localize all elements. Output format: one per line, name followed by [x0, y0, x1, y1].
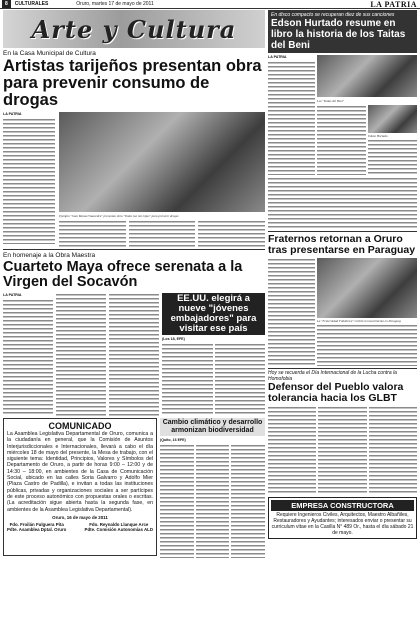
- main-kicker: En la Casa Municipal de Cultura: [3, 50, 96, 57]
- article-text: [318, 406, 366, 494]
- article-text: [369, 406, 417, 494]
- comunicado-date: Oruro, 16 de mayo de 2011: [52, 514, 108, 520]
- signature-left-role: Pdte. Asamblea Dptal. Oruro: [7, 526, 67, 532]
- article-text: [160, 444, 194, 558]
- signature-right-name: Fdo. Reynaldo Llanque Arce: [89, 521, 149, 527]
- main-photo-caption: Ejemplo "Juan Manuel Saavedra" presentan obra "Todos tan mis hijas" para prevenir drogas: [59, 214, 179, 218]
- fraternos-photo: [317, 258, 417, 318]
- dateline: Oruro, martes 17 de mayo de 2011: [76, 1, 154, 7]
- article-text: [198, 220, 265, 247]
- article-text: [109, 293, 159, 416]
- ad-title: EMPRESA CONSTRUCTORA: [271, 500, 414, 511]
- right-headline: Edson Hurtado resume en libro la historia de los Taitas del Beni: [271, 18, 406, 51]
- comunicado-body: La Asamblea Legislativa Departamental de Oruro, comunica a la ciudadanía en general, que la Comisión de Asuntos Interjurisdiccionales e Internacionales, llevará a cabo el día miércoles 18 de mayo del presente, la Mesa de trabajo, con el siguiente tema: Identidad, Principios, Valores y Símbolos del Departamento de Oruro, a partir de horas 9:00 – 12:00 y de 14:30 – 18:00, en ambientes de la Casa de Comunicación Social, ubicado en las calles Soria Galvarro y Adolfo Mier (Plaza Castro de Padilla), e invitan a todas las instituciones públicas, privadas y organizaciones sociales a ser partícipes de este proceso autonómico con propuestas orales o escritas. (La acreditación sigue abierta hasta la segunda fase, en ambientes de la Asamblea Legislativa Departamental).: [7, 431, 153, 513]
- main-article: [3, 112, 265, 247]
- article-text: [129, 220, 196, 247]
- article-text: [268, 406, 316, 494]
- main-headline: Artistas tarijeños presentan obra para prevenir consumo de drogas: [3, 57, 262, 109]
- author-photo: [368, 105, 417, 133]
- article-text: [196, 444, 230, 558]
- cambio-headline: Cambio climático y desarrollo armonizan biodiversidad: [160, 418, 265, 436]
- article-text: [317, 105, 366, 175]
- comunicado-title: COMUNICADO: [48, 421, 112, 431]
- section-banner: [3, 10, 265, 48]
- fraternos-headline: Fraternos retornan a Oruro tras presentarse en Paraguay: [268, 233, 416, 256]
- byline: LA PATRIA: [268, 55, 287, 59]
- article-text: [231, 444, 265, 558]
- article-text: [268, 258, 315, 366]
- right-kicker: En disco compacto se recuperan diez de sus canciones: [271, 12, 395, 18]
- article-text: [162, 343, 213, 416]
- article-text: [268, 177, 417, 229]
- eeuu-headline: EE.UU. elegirá a nueve "jóvenes embajadores" para visitar ese país: [162, 293, 265, 335]
- banner-title: Arte y Cultura: [31, 14, 237, 44]
- comunicado-box: [3, 418, 157, 556]
- signature-left-name: Fdo. Froilán Fulguera Pita: [9, 521, 64, 527]
- fraternos-caption: La "Fraternidad Folklórica" recibió reconocimiento en Paraguay: [317, 319, 402, 323]
- cuarteto-kicker: En homenaje a la Obra Maestra: [3, 252, 96, 259]
- ad-body: Requiere Ingenieros Civiles, Arquitectos, Maestro Albañiles, Restauradores y Ayudantes; interesados enviar o presentar su curriculum vitae en la Casilla N° 489 Or., hasta el día sábado 21 de mayo.: [271, 512, 414, 536]
- byline: (Quito, 16 EFE): [160, 438, 186, 442]
- right-column: [268, 10, 417, 628]
- gltb-kicker: Hoy se recuerda el Día Internacional de la Lucha contra la Homofobia: [268, 370, 397, 382]
- page-number: 8: [2, 0, 11, 8]
- byline: LA PATRIA: [3, 293, 22, 297]
- byline: (Los 18, EFE): [162, 337, 185, 341]
- gltb-headline: Defensor del Pueblo valora tolerancia hacia los GLBT: [268, 381, 404, 404]
- article-text: [268, 61, 315, 175]
- article-text: [215, 343, 266, 416]
- author-caption: Edson Hurtado: [368, 134, 388, 138]
- article-text: [3, 118, 55, 244]
- left-column: [3, 10, 265, 628]
- article-text: [317, 324, 417, 366]
- article-text: [56, 293, 106, 416]
- construction-ad: [268, 497, 417, 539]
- page-header: [0, 0, 420, 9]
- section-name: CULTURALES: [14, 1, 49, 7]
- newspaper-logo: LA PATRIA: [370, 0, 417, 9]
- article-text: [368, 139, 417, 175]
- article-text: [59, 220, 126, 247]
- main-photo: [59, 112, 265, 212]
- byline: LA PATRIA: [3, 112, 22, 116]
- cuarteto-headline: Cuarteto Maya ofrece serenata a la Virgen del Socavón: [3, 259, 243, 290]
- taitas-photo: [317, 55, 417, 97]
- signature-right-role: Pdte. Comisión Autonomías ALD: [84, 526, 153, 532]
- taitas-caption: Los "Taitas del Beni": [317, 99, 345, 103]
- article-text: [3, 299, 53, 416]
